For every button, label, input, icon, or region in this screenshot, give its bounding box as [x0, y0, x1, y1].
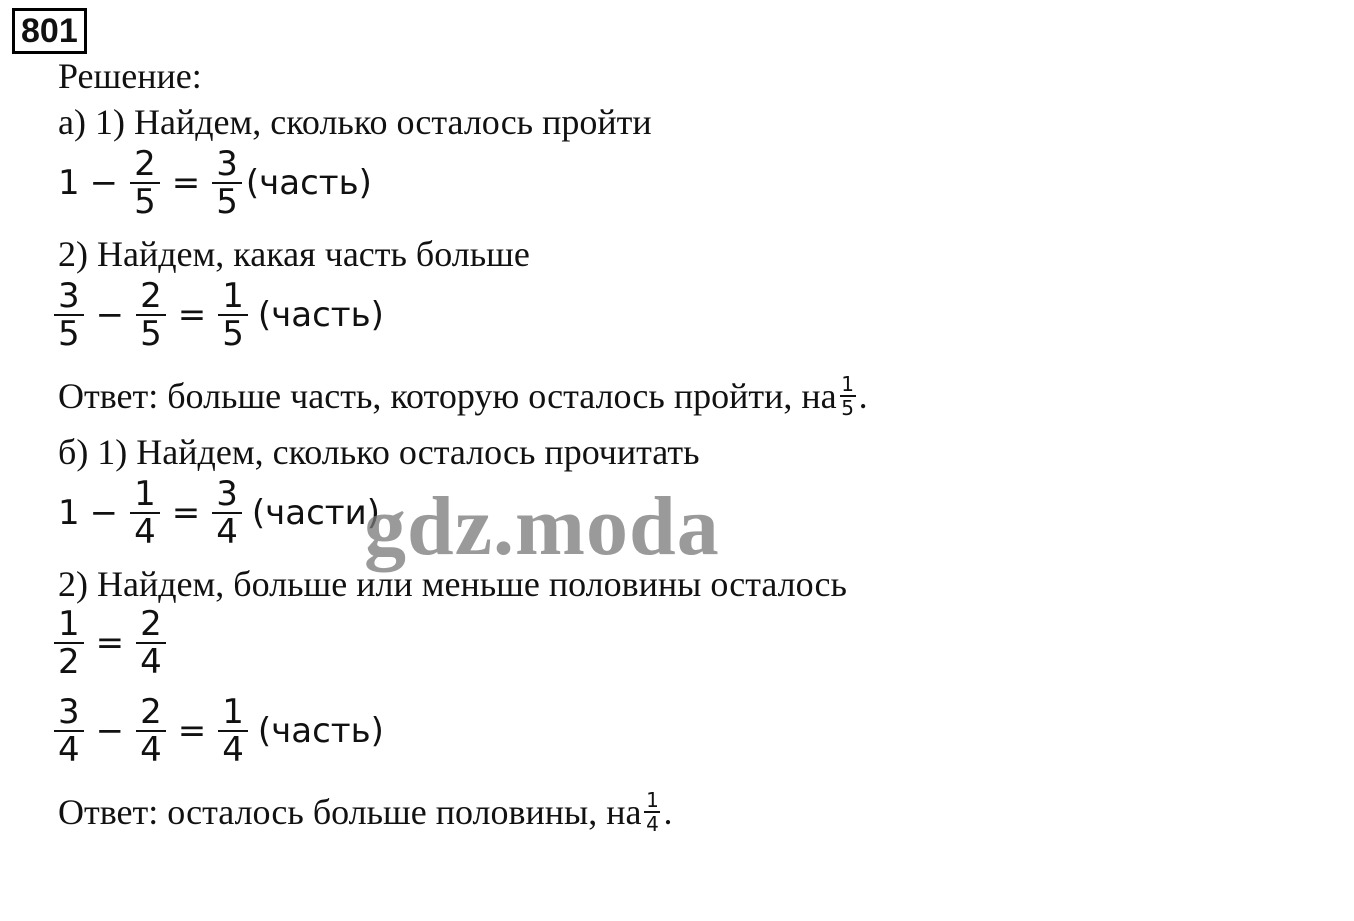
part-a-step2-title: 2) Найдем, какая часть больше [58, 234, 530, 274]
numerator: 2 [140, 604, 162, 644]
answer-fraction [840, 373, 856, 419]
part-b-step2-title: 2) Найдем, больше или меньше половины осталось [58, 564, 847, 604]
denominator: 5 [134, 182, 156, 222]
minus-sign: − [95, 295, 125, 335]
fraction [130, 146, 160, 220]
unit-label: (часть) [257, 295, 384, 335]
numerator: 2 [140, 692, 162, 732]
denominator: 4 [646, 811, 659, 836]
unit-label: (части) [251, 493, 380, 533]
equals-sign: = [171, 493, 201, 533]
numerator: 1 [134, 474, 156, 514]
fraction [218, 278, 248, 352]
watermark-logo: gdz.moda [364, 480, 720, 573]
equals-sign: = [177, 295, 207, 335]
equals-sign: = [171, 163, 201, 203]
denominator: 5 [841, 395, 854, 420]
task-number-badge: 801 [12, 8, 87, 54]
denominator: 4 [58, 730, 80, 770]
denominator: 4 [216, 512, 238, 552]
fraction [136, 606, 166, 680]
numerator: 2 [140, 276, 162, 316]
denominator: 5 [140, 314, 162, 354]
equals-sign: = [95, 623, 125, 663]
fraction [54, 606, 84, 680]
equals-sign: = [177, 711, 207, 751]
denominator: 5 [222, 314, 244, 354]
denominator: 4 [134, 512, 156, 552]
numerator: 3 [58, 276, 80, 316]
answer-period: . [858, 376, 868, 416]
part-b-answer [58, 787, 673, 839]
fraction [136, 694, 166, 768]
answer-text: Ответ: больше часть, которую осталось пройти, на [58, 376, 837, 416]
fraction [54, 694, 84, 768]
part-a-equation-2 [52, 278, 384, 352]
fraction [130, 476, 160, 550]
part-b-equation-2 [52, 606, 168, 680]
unit-label: (часть) [257, 711, 384, 751]
numerator: 1 [841, 371, 854, 396]
denominator: 4 [140, 730, 162, 770]
minus-sign: − [89, 163, 119, 203]
minus-sign: − [95, 711, 125, 751]
numerator: 3 [58, 692, 80, 732]
denominator: 5 [216, 182, 238, 222]
numerator: 1 [222, 276, 244, 316]
answer-text: Ответ: осталось больше половины, на [58, 792, 642, 832]
part-a-step1-title: а) 1) Найдем, сколько осталось пройти [58, 102, 652, 142]
denominator: 5 [58, 314, 80, 354]
answer-period: . [663, 792, 673, 832]
whole-one: 1 [58, 163, 80, 203]
numerator: 1 [58, 604, 80, 644]
fraction [212, 146, 242, 220]
part-a-answer [58, 371, 868, 423]
part-b-step1-title: б) 1) Найдем, сколько осталось прочитать [58, 432, 700, 472]
numerator: 1 [646, 787, 659, 812]
fraction [54, 278, 84, 352]
whole-one: 1 [58, 493, 80, 533]
denominator: 4 [222, 730, 244, 770]
fraction [136, 278, 166, 352]
fraction [218, 694, 248, 768]
numerator: 2 [134, 144, 156, 184]
solution-heading: Решение: [58, 56, 202, 96]
answer-fraction [644, 789, 660, 835]
part-b-equation-1 [58, 476, 380, 550]
denominator: 4 [140, 642, 162, 682]
denominator: 2 [58, 642, 80, 682]
part-a-equation-1 [58, 146, 372, 220]
minus-sign: − [89, 493, 119, 533]
unit-label: (часть) [245, 163, 372, 203]
numerator: 1 [222, 692, 244, 732]
fraction [212, 476, 242, 550]
part-b-equation-3 [52, 694, 384, 768]
numerator: 3 [216, 474, 238, 514]
numerator: 3 [216, 144, 238, 184]
